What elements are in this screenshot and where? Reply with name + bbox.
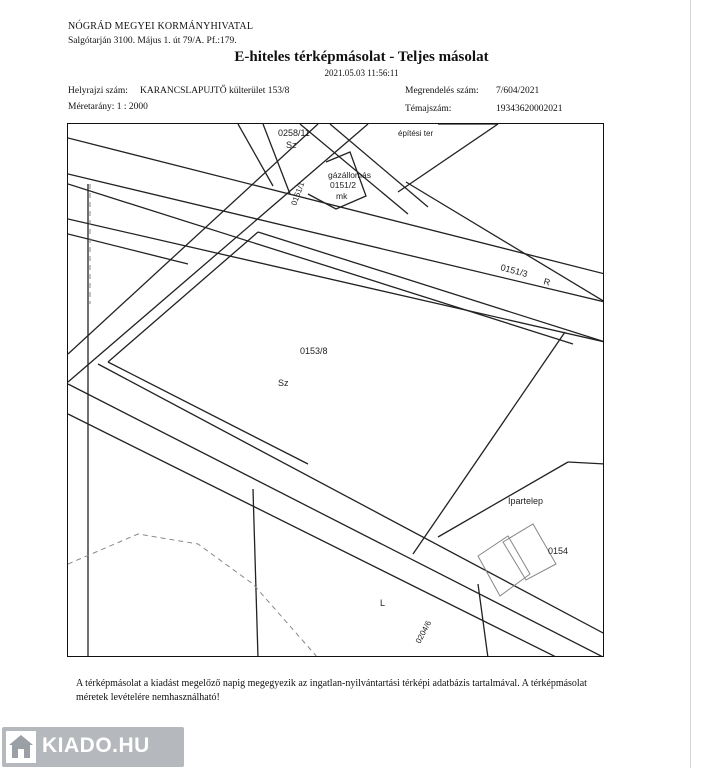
label-0151-1: 0151/1 <box>289 180 307 207</box>
label-l: L <box>380 598 386 608</box>
page-edge-line <box>690 0 691 768</box>
cadastral-map <box>67 123 604 657</box>
office-name: NÓGRÁD MEGYEI KORMÁNYHIVATAL <box>68 21 254 32</box>
document-timestamp: 2021.05.03 11:56:11 <box>324 68 399 78</box>
label-epitesi-ter: építési ter <box>398 129 434 138</box>
kiado-brand-name: KIADO.HU <box>42 734 150 757</box>
label-0151-3: 0151/3 <box>499 262 529 280</box>
footer-note: A térképmásolat a kiadást megelőző napig megegyezik az ingatlan-nyilvántartási térképi adatbázis tartalmával. A térképmásolat méretek levételére nemhasználható! <box>76 678 587 703</box>
document-title: E-hiteles térképmásolat - Teljes másolat <box>234 49 489 65</box>
label-ipartelep: Ipartelep <box>508 496 544 506</box>
label-0153-8: 0153/8 <box>300 346 328 356</box>
label-0258-11-sz: Sz <box>286 140 297 150</box>
label-0151-3-r: R <box>542 276 552 288</box>
office-address: Salgótarján 3100. Május 1. út 79/A. Pf.:179. <box>68 36 237 46</box>
topic-number-value: 19343620002021 <box>496 104 563 114</box>
label-0151-2-mk: mk <box>336 191 348 201</box>
parcel-number-label: Helyrajzi szám: <box>68 86 128 96</box>
label-gazallomas: gázállomás <box>328 170 371 180</box>
label-0204-6: 0204/6 <box>413 619 434 645</box>
order-number-value: 7/604/2021 <box>496 86 540 96</box>
parcel-number-value: KARANCSLAPUJTŐ külterület 153/8 <box>140 86 290 96</box>
label-0258-11: 0258/11 <box>278 128 310 138</box>
topic-number-label: Témajszám: <box>405 104 452 114</box>
scale-label: Méretarány: 1 : 2000 <box>68 102 148 112</box>
label-0153-8-sz: Sz <box>278 378 289 388</box>
label-0151-2: 0151/2 <box>330 180 356 190</box>
house-icon <box>6 731 36 763</box>
kiado-watermark[interactable] <box>2 727 184 767</box>
label-0154: 0154 <box>548 546 569 556</box>
order-number-label: Megrendelés szám: <box>405 86 479 96</box>
